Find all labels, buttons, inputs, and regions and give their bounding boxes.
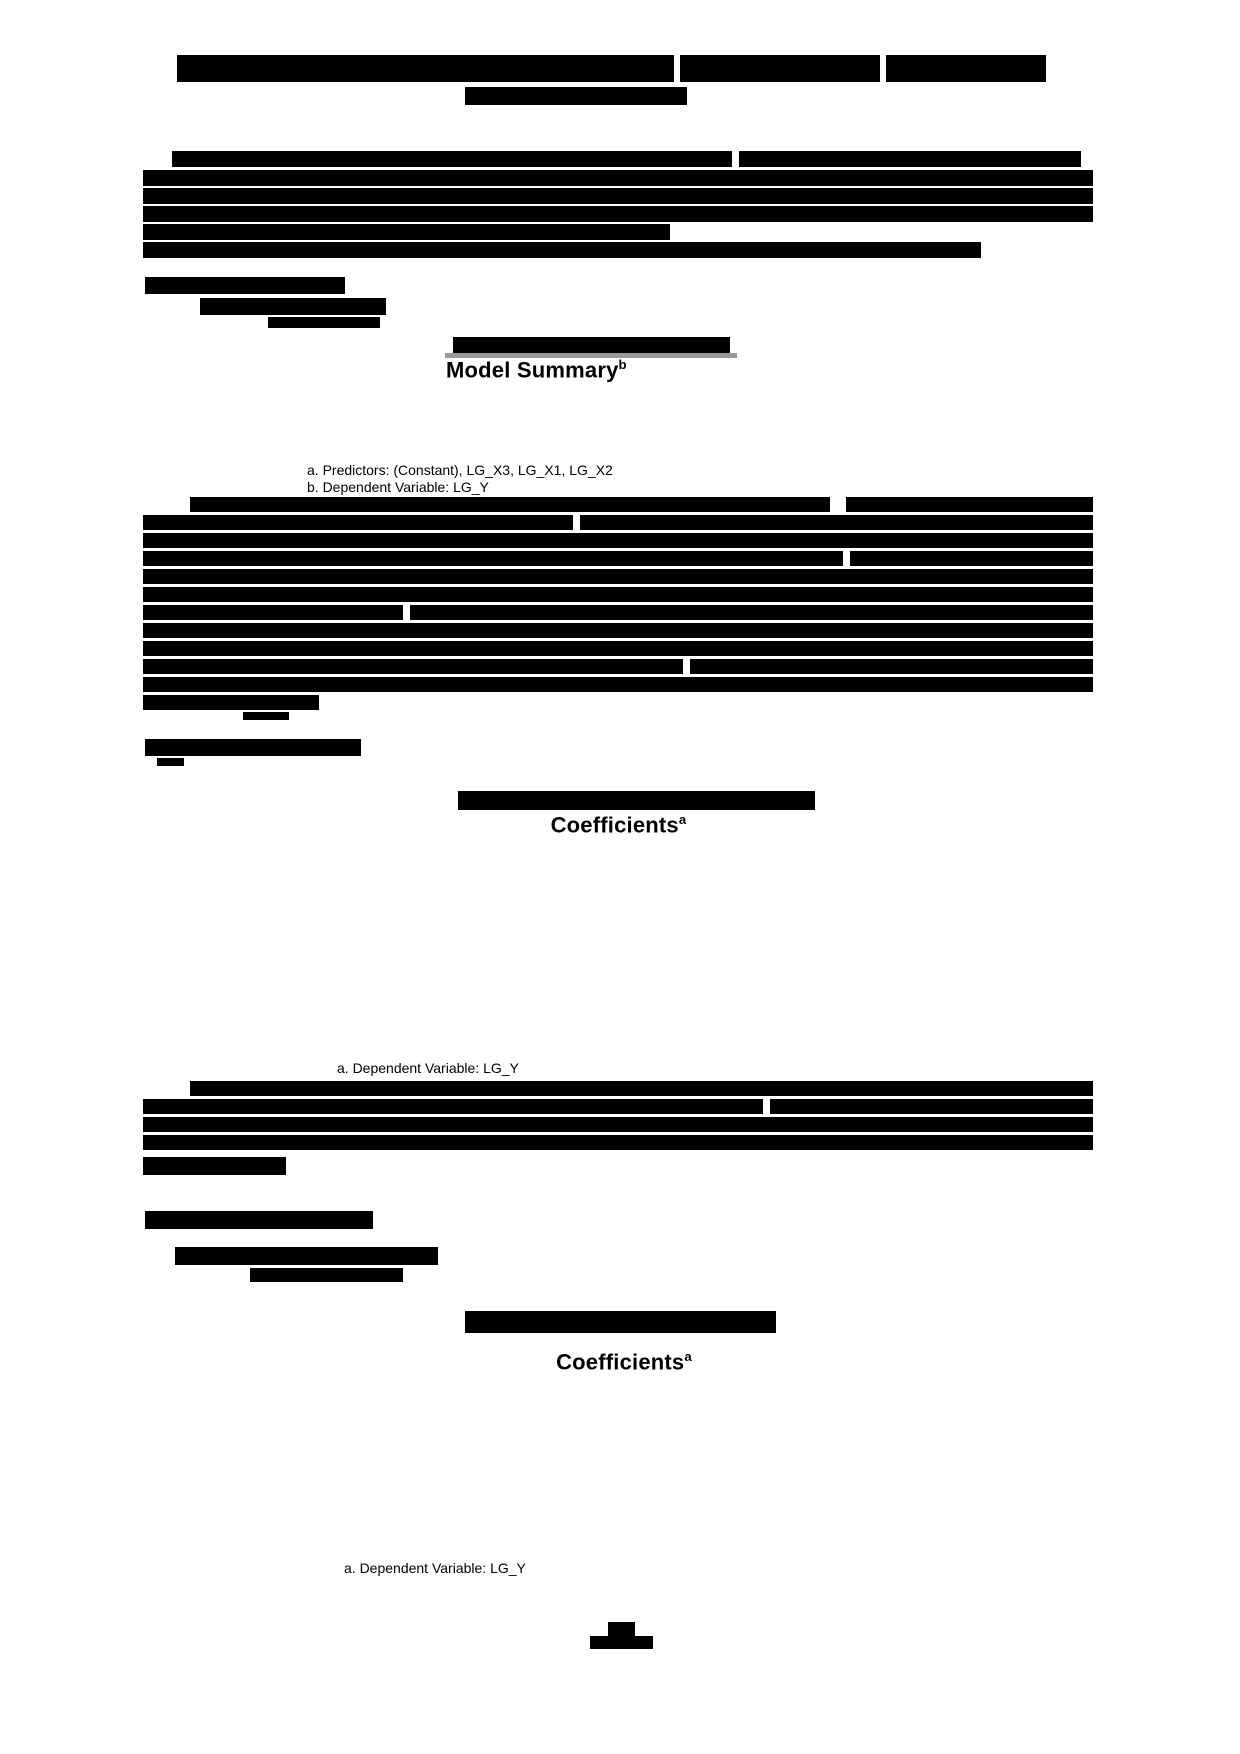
redacted-text <box>143 569 1093 584</box>
redacted-text <box>410 605 1093 620</box>
redacted-text <box>143 551 843 566</box>
redacted-text <box>143 1117 1093 1132</box>
redacted-text <box>200 298 386 315</box>
redacted-text <box>465 87 687 105</box>
redacted-text <box>143 1157 286 1175</box>
redacted-text <box>680 55 880 82</box>
redacted-text <box>846 497 1093 512</box>
redacted-text <box>770 1099 1093 1114</box>
redacted-text <box>145 1211 373 1229</box>
redacted-text <box>453 337 730 353</box>
redacted-text <box>190 497 830 512</box>
redacted-text <box>143 587 1093 602</box>
redacted-text <box>739 151 1081 167</box>
redacted-text <box>886 55 1046 82</box>
redacted-text <box>143 188 1093 204</box>
redacted-text <box>177 55 674 82</box>
redacted-text <box>690 659 1093 674</box>
redacted-text <box>143 1099 763 1114</box>
redacted-text <box>172 151 732 167</box>
model-summary-title-text: Model Summary <box>446 357 619 383</box>
redacted-text <box>608 1622 635 1636</box>
coefficients-full-title-text: Coefficients <box>550 812 679 838</box>
redacted-text <box>190 1081 1093 1096</box>
redacted-text <box>145 277 345 294</box>
redacted-text <box>143 515 573 530</box>
model-summary-footnote-b: b. Dependent Variable: LG_Y <box>307 479 489 495</box>
model-summary-title <box>446 357 627 383</box>
redacted-text <box>145 739 361 756</box>
coefficients-simple-footnote: a. Dependent Variable: LG_Y <box>344 1560 526 1576</box>
coefficients-simple-title-text: Coefficients <box>556 1349 685 1375</box>
redacted-text <box>143 533 1093 548</box>
coefficients-simple-title <box>336 1349 912 1375</box>
redacted-text <box>850 551 1093 566</box>
redacted-text <box>143 224 670 240</box>
redacted-text <box>580 515 1093 530</box>
redacted-text <box>458 791 815 810</box>
model-summary-footnote-a: a. Predictors: (Constant), LG_X3, LG_X1, LG_X2 <box>307 462 613 478</box>
redacted-text <box>143 1135 1093 1150</box>
redacted-text <box>143 206 1093 222</box>
redacted-text <box>143 170 1093 186</box>
redacted-text <box>143 659 683 674</box>
coefficients-full-footnote: a. Dependent Variable: LG_Y <box>337 1060 519 1076</box>
redacted-text <box>175 1247 438 1265</box>
coefficients-full-title <box>330 812 907 838</box>
redacted-text <box>157 758 184 766</box>
redacted-text <box>465 1311 776 1333</box>
redacted-text <box>243 712 289 720</box>
model-summary-title-superscript: b <box>618 357 627 372</box>
redacted-text <box>268 317 380 328</box>
redacted-text <box>143 242 981 258</box>
redacted-text <box>143 605 403 620</box>
coefficients-simple-title-superscript: a <box>684 1349 692 1364</box>
redacted-text <box>143 623 1093 638</box>
redacted-text <box>590 1636 653 1649</box>
coefficients-full-title-superscript: a <box>678 812 687 827</box>
redacted-text <box>143 641 1093 656</box>
redacted-text <box>250 1268 403 1282</box>
redacted-text <box>143 677 1093 692</box>
redacted-text <box>143 695 319 710</box>
